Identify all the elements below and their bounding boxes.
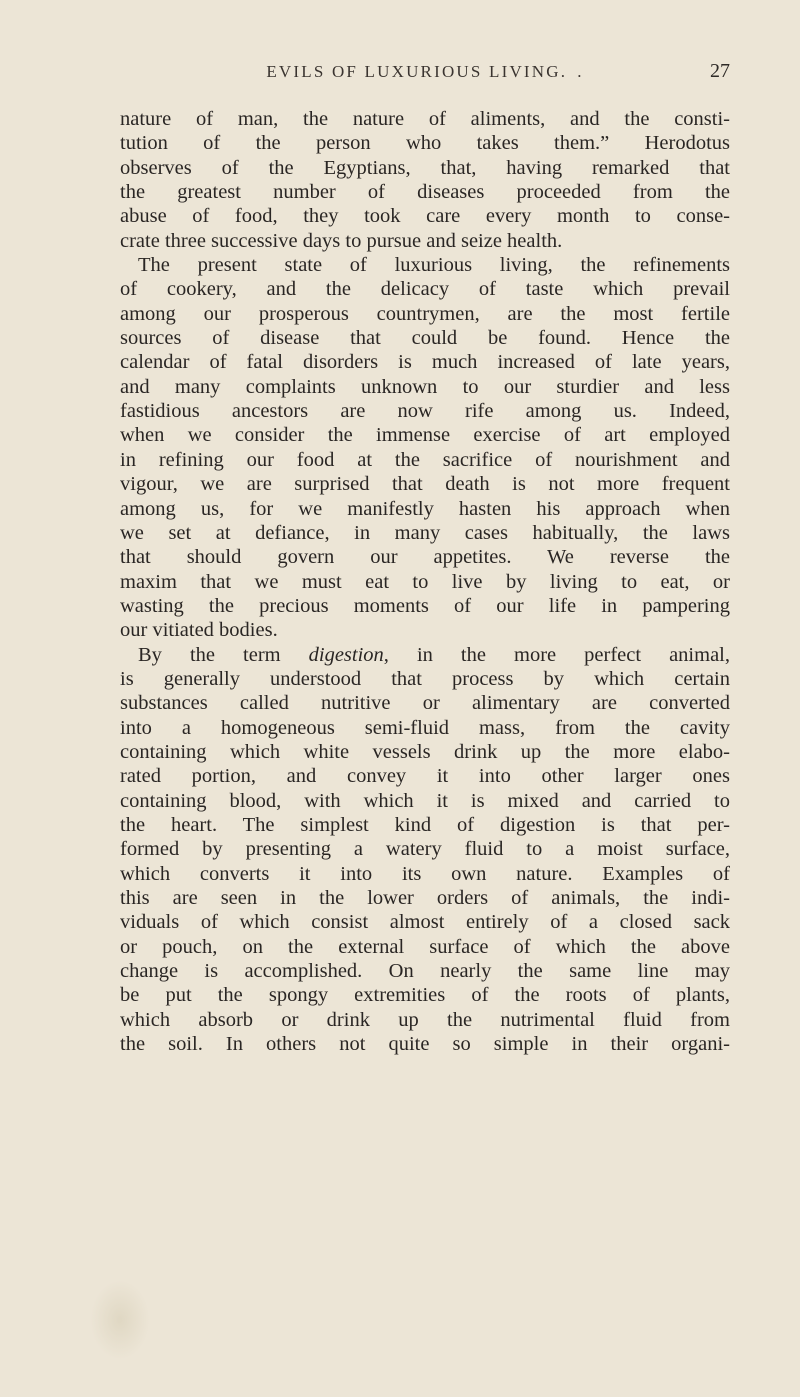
digestion-term: digestion (308, 643, 384, 666)
digestion-after: , in the more perfect animal, (383, 643, 730, 666)
running-title (120, 62, 730, 82)
text-line: formed by presenting a watery fluid to a moist surface, (120, 838, 730, 861)
text-line: fastidious ancestors are now rife among us. Indeed, (120, 400, 730, 423)
text-line: sources of disease that could be found. Hence the (120, 327, 730, 350)
text-line: observes of the Egyptians, that, having remarked that (120, 156, 730, 179)
text-line: the heart. The simplest kind of digestion is that per- (120, 813, 730, 836)
body-text (120, 107, 730, 1056)
page-number: 27 (710, 60, 730, 82)
text-line: which converts it into its own nature. Examples of (120, 862, 730, 885)
text-line: containing which white vessels drink up the more elabo- (120, 740, 730, 763)
running-title-dot: . (577, 62, 584, 81)
text-line: vigour, we are surprised that death is not more frequent (120, 473, 730, 496)
text-line: of cookery, and the delicacy of taste which prevail (120, 278, 730, 301)
text-line: tution of the person who takes them.” Herodotus (120, 132, 730, 155)
text-line: be put the spongy extremities of the roots of plants, (120, 984, 730, 1007)
text-line: abuse of food, they took care every month to conse- (120, 205, 730, 228)
text-line: the greatest number of diseases proceeded from the (120, 181, 730, 204)
text-line: in refining our food at the sacrifice of nourishment and (120, 448, 730, 471)
text-line: nature of man, the nature of aliments, and the consti- (120, 108, 730, 130)
paper-stain (90, 1280, 150, 1360)
running-head (120, 62, 730, 92)
text-line: among our prosperous countrymen, are the most fertile (120, 302, 730, 325)
text-line: among us, for we manifestly hasten his approach when (120, 497, 730, 520)
text-line: wasting the precious moments of our life in pampering (120, 594, 730, 617)
text-line: when we consider the immense exercise of art employed (120, 424, 730, 447)
text-line: the soil. In others not quite so simple in their organi- (120, 1033, 730, 1056)
text-line: our vitiated bodies. (120, 619, 278, 642)
text-line: or pouch, on the external surface of which the above (120, 935, 730, 958)
text-line: calendar of fatal disorders is much increased of late years, (120, 351, 730, 374)
text-line: change is accomplished. On nearly the same line may (120, 960, 730, 983)
text-line: and many complaints unknown to our sturdier and less (120, 375, 730, 398)
text-line: viduals of which consist almost entirely of a closed sack (120, 911, 730, 934)
text-line-digestion (120, 643, 730, 667)
text-line: which absorb or drink up the nutrimental fluid from (120, 1008, 730, 1031)
text-line: rated portion, and convey it into other larger ones (120, 765, 730, 788)
text-line: maxim that we must eat to live by living to eat, or (120, 570, 730, 593)
text-line: The present state of luxurious living, the refinements (138, 254, 730, 277)
running-title-text: EVILS OF LUXURIOUS LIVING. (266, 62, 568, 81)
text-line: this are seen in the lower orders of animals, the indi- (120, 887, 730, 909)
text-line: that should govern our appetites. We reverse the (120, 546, 730, 569)
digestion-before: By the term (138, 643, 309, 666)
text-line: containing blood, with which it is mixed and carried to (120, 789, 730, 812)
text-line: crate three successive days to pursue and seize health. (120, 229, 563, 252)
text-line: into a homogeneous semi-fluid mass, from the cavity (120, 716, 730, 739)
text-line: substances called nutritive or alimentary are converted (120, 692, 730, 715)
text-line: we set at defiance, in many cases habitually, the laws (120, 521, 730, 544)
text-line: is generally understood that process by which certain (120, 667, 730, 690)
